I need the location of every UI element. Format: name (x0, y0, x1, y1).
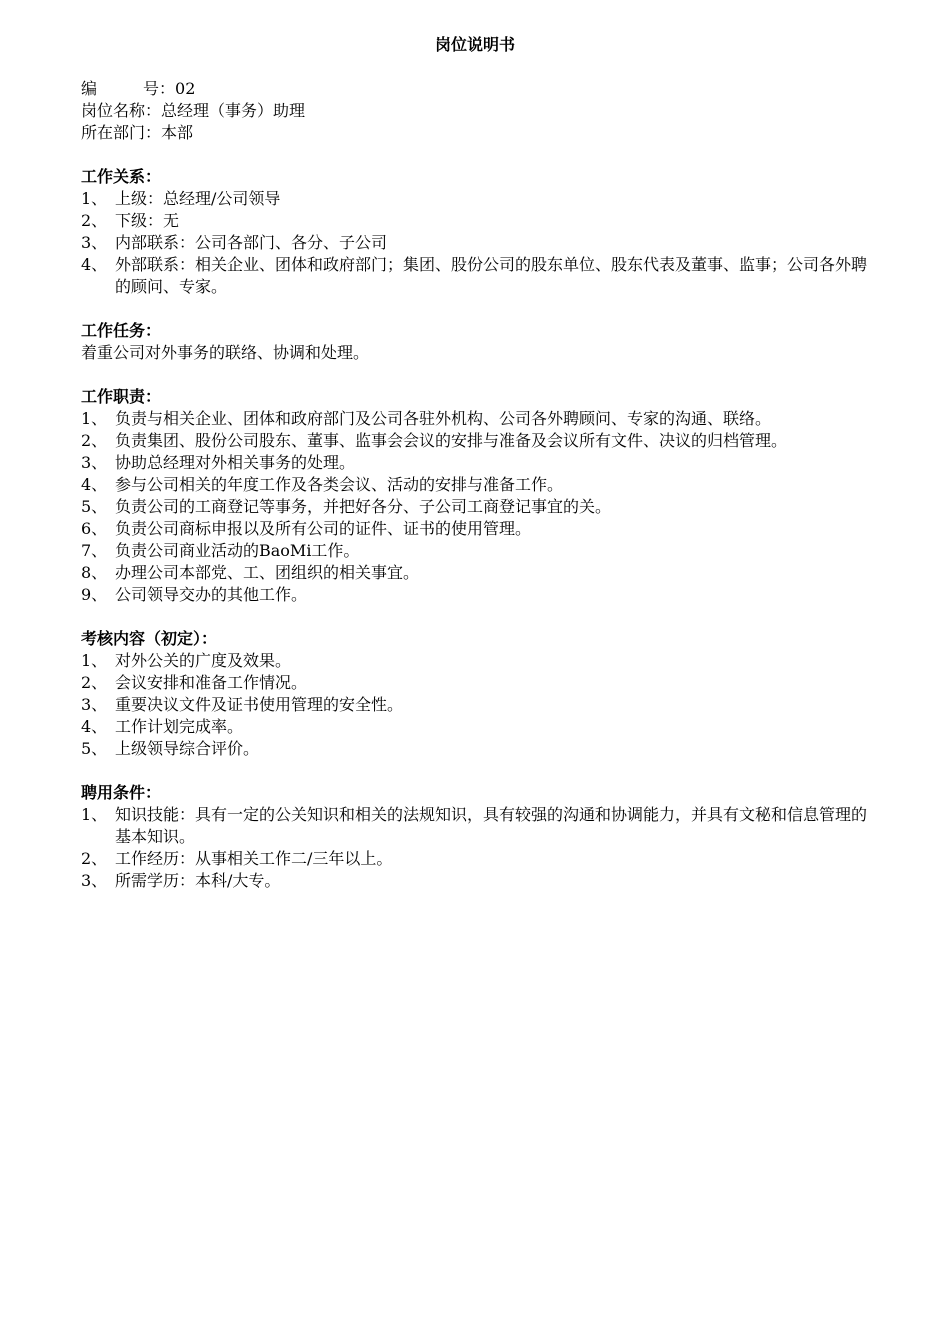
item-number: 6、 (81, 519, 108, 538)
meta-position (81, 100, 873, 122)
item-text: 重要决议文件及证书使用管理的安全性。 (115, 695, 404, 714)
spacer (81, 606, 873, 628)
item-text: 会议安排和准备工作情况。 (115, 673, 308, 692)
list-item (81, 496, 873, 518)
section-heading-task: 工作任务： (81, 321, 162, 340)
list-item (81, 188, 873, 210)
item-number: 2、 (81, 211, 108, 230)
item-number: 4、 (81, 475, 108, 494)
item-number: 1、 (81, 651, 108, 670)
document-title: 岗位说明书 (434, 35, 515, 54)
section-heading-relations: 工作关系： (81, 167, 162, 186)
list-item (81, 254, 873, 298)
list-item (81, 452, 873, 474)
item-text: 对外公关的广度及效果。 (115, 651, 292, 670)
item-number: 1、 (81, 805, 108, 824)
item-text: 所需学历：本科/大专。 (115, 871, 281, 890)
list-item (81, 232, 873, 254)
item-text: 参与公司相关的年度工作及各类会议、活动的安排与准备工作。 (115, 475, 564, 494)
list-item (81, 210, 873, 232)
item-number: 2、 (81, 431, 108, 450)
item-number: 9、 (81, 585, 108, 604)
list-item (81, 474, 873, 496)
list-item (81, 870, 873, 892)
list-item (81, 804, 873, 848)
item-number: 3、 (81, 453, 108, 472)
list-item (81, 430, 873, 452)
list-item (81, 848, 873, 870)
section-heading-duties: 工作职责： (81, 387, 162, 406)
item-text: 上级：总经理/公司领导 (115, 189, 281, 208)
item-number: 2、 (81, 849, 108, 868)
list-item (81, 562, 873, 584)
list-item (81, 672, 873, 694)
item-number: 3、 (81, 233, 108, 252)
item-number: 4、 (81, 255, 108, 274)
item-text: 负责集团、股份公司股东、董事、监事会会议的安排与准备及会议所有文件、决议的归档管理。 (115, 431, 788, 450)
list-item (81, 738, 873, 760)
spacer (81, 144, 873, 166)
meta-department (81, 122, 873, 144)
list-item (81, 650, 873, 672)
item-number: 7、 (81, 541, 108, 560)
section-heading-requirements: 聘用条件： (81, 783, 162, 802)
meta-dept-value: 本部 (161, 123, 194, 142)
spacer (81, 298, 873, 320)
list-item (81, 694, 873, 716)
item-text: 负责与相关企业、团体和政府部门及公司各驻外机构、公司各外聘顾问、专家的沟通、联络。 (115, 409, 772, 428)
item-number: 3、 (81, 871, 108, 890)
spacer (81, 364, 873, 386)
item-text: 公司领导交办的其他工作。 (115, 585, 308, 604)
item-number: 3、 (81, 695, 108, 714)
item-text: 协助总经理对外相关事务的处理。 (115, 453, 356, 472)
item-number: 4、 (81, 717, 108, 736)
item-text: 负责公司商标申报以及所有公司的证件、证书的使用管理。 (115, 519, 532, 538)
list-item (81, 584, 873, 606)
item-number: 5、 (81, 739, 108, 758)
spacer (81, 760, 873, 782)
item-text: 办理公司本部党、工、团组织的相关事宜。 (115, 563, 420, 582)
item-text: 负责公司的工商登记等事务，并把好各分、子公司工商登记事宜的关。 (115, 497, 612, 516)
item-number: 1、 (81, 409, 108, 428)
item-text: 上级领导综合评价。 (115, 739, 260, 758)
list-item (81, 716, 873, 738)
meta-position-label: 岗位名称： (81, 101, 162, 120)
meta-number (81, 78, 873, 100)
item-text: 负责公司商业活动的BaoMi工作。 (115, 541, 360, 560)
section-heading-assessment: 考核内容（初定）： (81, 629, 218, 648)
item-number: 1、 (81, 189, 108, 208)
meta-number-value: 02 (175, 79, 196, 98)
item-text: 内部联系：公司各部门、各分、子公司 (115, 233, 388, 252)
item-text: 工作计划完成率。 (115, 717, 244, 736)
meta-number-label-a: 编 (81, 79, 98, 98)
item-text: 知识技能：具有一定的公关知识和相关的法规知识，具有较强的沟通和协调能力，并具有文秘和信息管理的基本知识。 (115, 805, 868, 846)
meta-dept-label: 所在部门： (81, 123, 162, 142)
document-body (81, 78, 873, 892)
list-item (81, 518, 873, 540)
meta-position-value: 总经理（事务）助理 (161, 101, 306, 120)
task-text: 着重公司对外事务的联络、协调和处理。 (81, 343, 370, 362)
list-item (81, 408, 873, 430)
item-text: 工作经历：从事相关工作二/三年以上。 (115, 849, 393, 868)
list-item (81, 540, 873, 562)
item-number: 5、 (81, 497, 108, 516)
item-number: 2、 (81, 673, 108, 692)
meta-number-label-b: 号： (143, 79, 176, 98)
item-text: 下级：无 (115, 211, 180, 230)
item-text: 外部联系：相关企业、团体和政府部门；集团、股份公司的股东单位、股东代表及董事、监事；公司各外聘的顾问、专家。 (115, 255, 868, 296)
item-number: 8、 (81, 563, 108, 582)
